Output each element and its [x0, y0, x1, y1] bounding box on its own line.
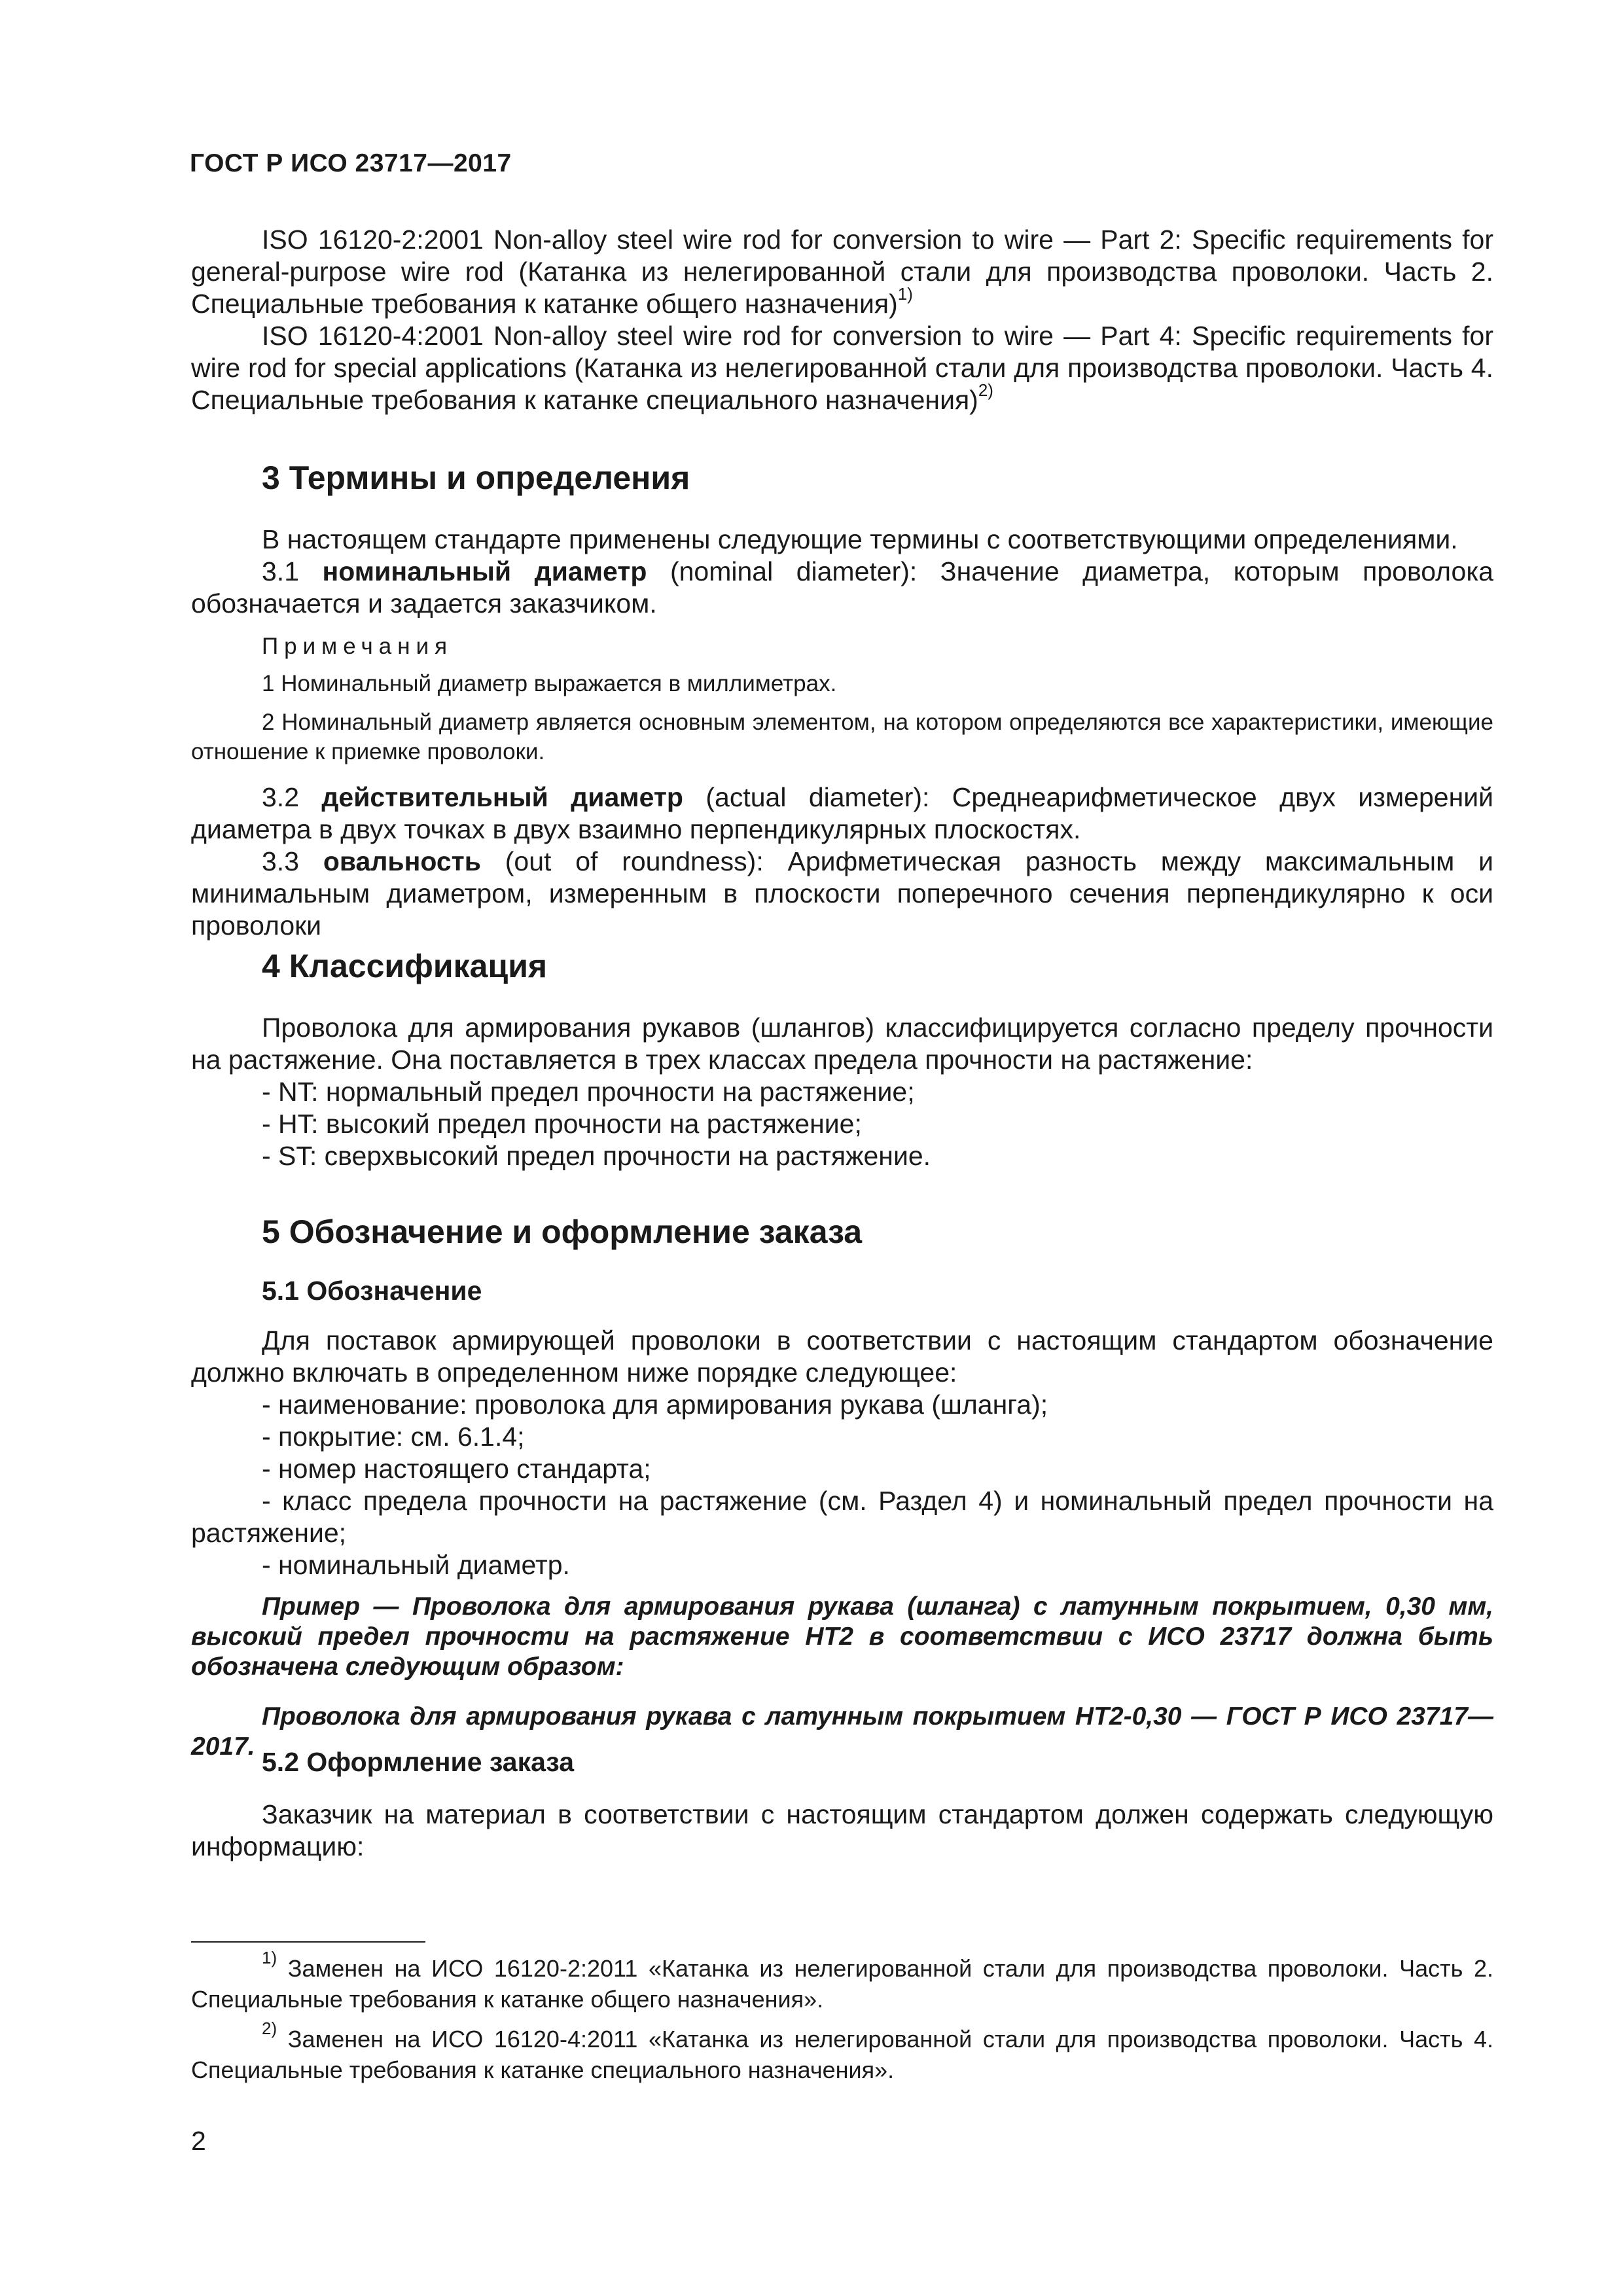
section-5: [191, 1213, 1493, 1250]
footnote-ref: 2): [978, 380, 993, 400]
term: номинальный диаметр: [322, 556, 647, 586]
example-block: [191, 1592, 1493, 1762]
subsection-title: 5.2 Оформление заказа: [262, 1747, 575, 1777]
section-title: 3 Термины и определения: [262, 459, 690, 496]
term-definition: 3.2 действительный диаметр (actual diameter): Среднеарифметическое двух измерений диаметра в двух точках в двух взаимно перпендикулярных плоскостях.: [191, 782, 1494, 844]
paragraph: Проволока для армирования рукавов (шлангов) классифицируется согласно пределу прочности на растяжение. Она поставляется в трех классах предела прочности на растяжение:: [191, 1013, 1493, 1075]
reference-item: ISO 16120-2:2001 Non-alloy steel wire rod for conversion to wire — Part 2: Specific requirements for general-purpose wire rod (Катанка из нелегированной стали для производства проволоки. Часть 2. Специальные требования к катанке общего назначения)$^{1)}$: [191, 224, 1493, 319]
footnote-marker: 1): [262, 1948, 277, 1967]
notes-title: Примечания: [262, 634, 454, 659]
section-title: 5 Обозначение и оформление заказа: [262, 1213, 863, 1250]
list-item: - NT: нормальный предел прочности на растяжение;: [262, 1077, 915, 1107]
subsection-5-1: [191, 1275, 1493, 1307]
term: овальность: [323, 846, 481, 876]
paragraph: Заказчик на материал в соответствии с настоящим стандартом должен содержать следующую информацию:: [191, 1799, 1493, 1861]
list-item: - покрытие: см. 6.1.4;: [262, 1422, 525, 1452]
subsection-title: 5.1 Обозначение: [262, 1276, 482, 1306]
footnote: $^{1)}$ Заменен на ИСО 16120-2:2011 «Катанка из нелегированной стали для производства проволоки. Часть 2. Специальные требования к катанке общего назначения».: [191, 1948, 1493, 2013]
subsection-5-2-body: [191, 1799, 1493, 1863]
subsection-5-2: [191, 1746, 1493, 1778]
list-item: - HT: высокий предел прочности на растяжение;: [262, 1109, 862, 1139]
footnote-ref: 1): [897, 284, 913, 304]
list-item: - номинальный диаметр.: [262, 1550, 570, 1580]
section-title: 4 Классификация: [262, 948, 548, 984]
subsection-5-1-body: [191, 1325, 1493, 1581]
notes-block: [191, 634, 1493, 766]
footnote: $^{2)}$ Заменен на ИСО 16120-4:2011 «Катанка из нелегированной стали для производства проволоки. Часть 4. Специальные требования к катанке специального назначения».: [191, 2018, 1493, 2083]
example-result: Проволока для армирования рукава с латунным покрытием HT2-0,30 — ГОСТ Р ИСО 23717—2017.: [191, 1702, 1493, 1761]
reference-item: ISO 16120-4:2001 Non-alloy steel wire rod for conversion to wire — Part 4: Specific requirements for wire rod for special applications (Катанка из нелегированной стали для производства проволоки. Часть 4. Специальные требования к катанке специального назначения)$^{2)}$: [191, 321, 1493, 415]
list-item: - номер настоящего стандарта;: [262, 1454, 651, 1484]
paragraph: Для поставок армирующей проволоки в соответствии с настоящим стандартом обозначение должно включать в определенном ниже порядке следующее:: [191, 1325, 1493, 1388]
paragraph: В настоящем стандарте применены следующие термины с соответствующими определениями.: [262, 524, 1458, 554]
term-definition: 3.3 овальность (out of roundness): Арифметическая разность между максимальным и минимальным диаметром, измеренным в плоскости поперечного сечения перпендикулярно к оси проволоки: [191, 846, 1493, 941]
section-3-body: [191, 524, 1493, 620]
note-item: 2 Номинальный диаметр является основным элементом, на котором определяются все характеристики, имеющие отношение к приемке проволоки.: [191, 709, 1493, 764]
term: действительный диаметр: [321, 782, 683, 812]
list-item: - ST: сверхвысокий предел прочности на растяжение.: [262, 1141, 931, 1171]
section-3-body-2: [191, 781, 1493, 942]
section-3: [191, 459, 1493, 496]
list-item: - класс предела прочности на растяжение (см. Раздел 4) и номинальный предел прочности на растяжение;: [191, 1486, 1493, 1548]
section-4-body: [191, 1012, 1493, 1172]
footnotes-block: [191, 1948, 1493, 2085]
note-item: 1 Номинальный диаметр выражается в миллиметрах.: [262, 671, 837, 696]
document-header: ГОСТ Р ИСО 23717—2017: [190, 149, 512, 177]
footnote-separator: [191, 1941, 425, 1943]
references-block: [191, 224, 1493, 416]
section-4: [191, 950, 1493, 982]
term-definition: 3.1 номинальный диаметр (nominal diameter): Значение диаметра, которым проволока обозначается и задается заказчиком.: [191, 556, 1493, 619]
page-number: 2: [191, 2126, 206, 2156]
footnote-marker: 2): [262, 2018, 277, 2038]
list-item: - наименование: проволока для армирования рукава (шланга);: [262, 1390, 1048, 1420]
example-text: Пример — Проволока для армирования рукава (шланга) с латунным покрытием, 0,30 мм, высокий предел прочности на растяжение HT2 в соответствии с ИСО 23717 должна быть обозначена следующим образом:: [191, 1592, 1493, 1681]
